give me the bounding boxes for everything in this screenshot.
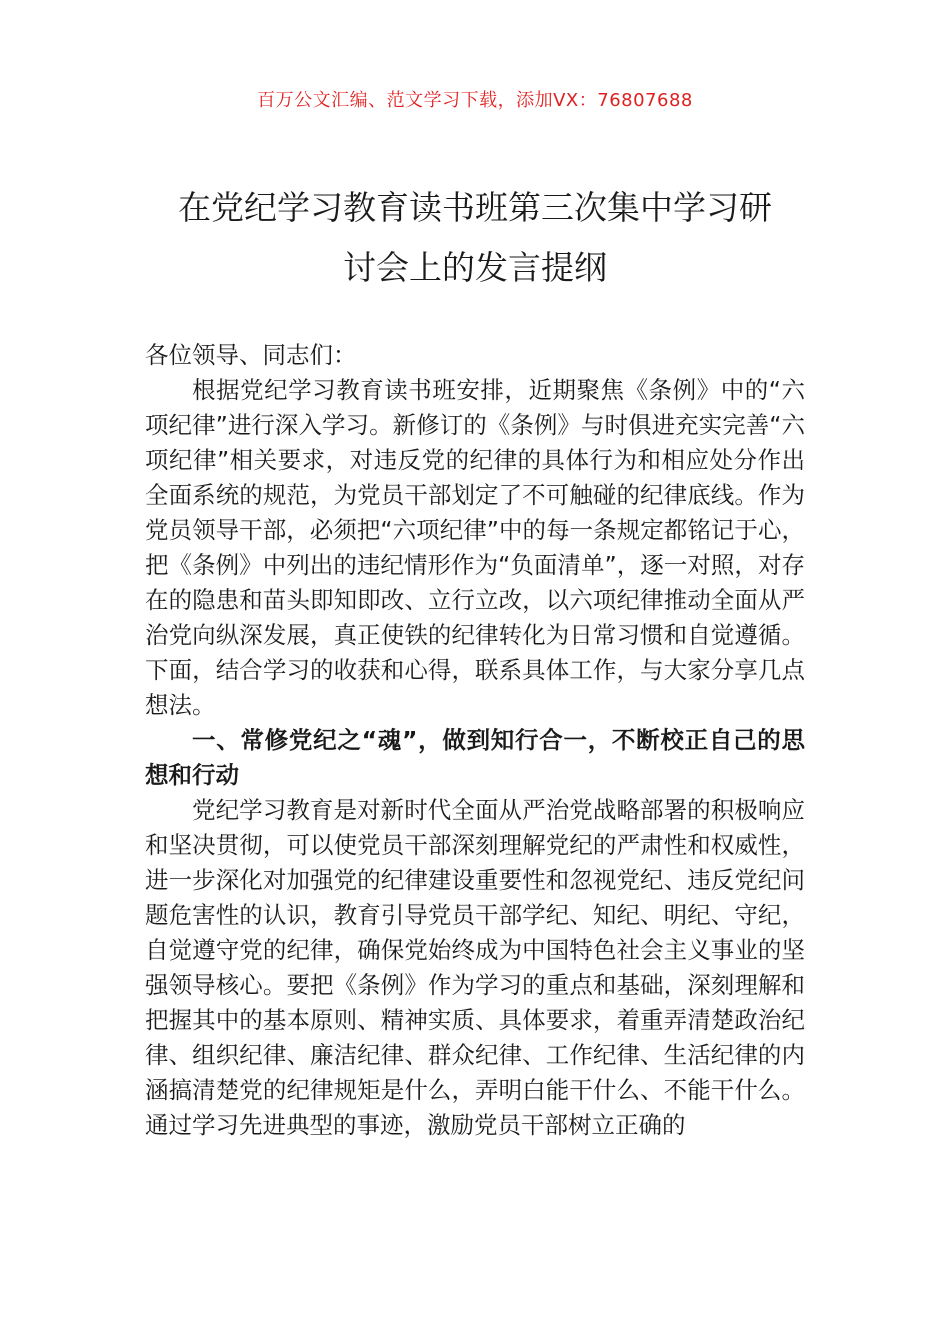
document-title — [145, 178, 805, 298]
paragraph: 根据党纪学习教育读书班安排，近期聚焦《条例》中的“六项纪律”进行深入学习。新修订的《条例》与时俱进充实完善“六项纪律”相关要求，对违反党的纪律的具体行为和相应处分作出全面系统的规范，为党员干部划定了不可触碰的纪律底线。作为党员领导干部，必须把“六项纪律”中的每一条规定都铭记于心，把《条例》中列出的违纪情形作为“负面清单”，逐一对照，对存在的隐患和苗头即知即改、立行立改，以六项纪律推动全面从严治党向纵深发展，真正使铁的纪律转化为日常习惯和自觉遵循。下面，结合学习的收获和心得，联系具体工作，与大家分享几点想法。 — [145, 376, 805, 719]
title-line-1: 在党纪学习教育读书班第三次集中学习研 — [178, 188, 772, 227]
header-note: 百万公文汇编、范文学习下载，添加VX：76807688 — [257, 90, 693, 111]
paragraph: 党纪学习教育是对新时代全面从严治党战略部署的积极响应和坚决贯彻，可以使党员干部深刻理解党纪的严肃性和权威性，进一步深化对加强党的纪律建设重要性和忽视党纪、违反党纪问题危害性的认识，教育引导党员干部学纪、知纪、明纪、守纪，自觉遵守党的纪律，确保党始终成为中国特色社会主义事业的坚强领导核心。要把《条例》作为学习的重点和基础，深刻理解和把握其中的基本原则、精神实质、具体要求，着重弄清楚政治纪律、组织纪律、廉洁纪律、群众纪律、工作纪律、生活纪律的内涵搞清楚党的纪律规矩是什么，弄明白能干什么、不能干什么。通过学习先进典型的事迹，激励党员干部树立正确的 — [145, 796, 805, 1139]
document-body — [145, 338, 805, 1143]
title-line-2: 讨会上的发言提纲 — [343, 248, 607, 287]
section-heading: 一、常修党纪之“魂”，做到知行合一，不断校正自己的思想和行动 — [145, 726, 805, 789]
salutation: 各位领导、同志们： — [145, 341, 357, 369]
